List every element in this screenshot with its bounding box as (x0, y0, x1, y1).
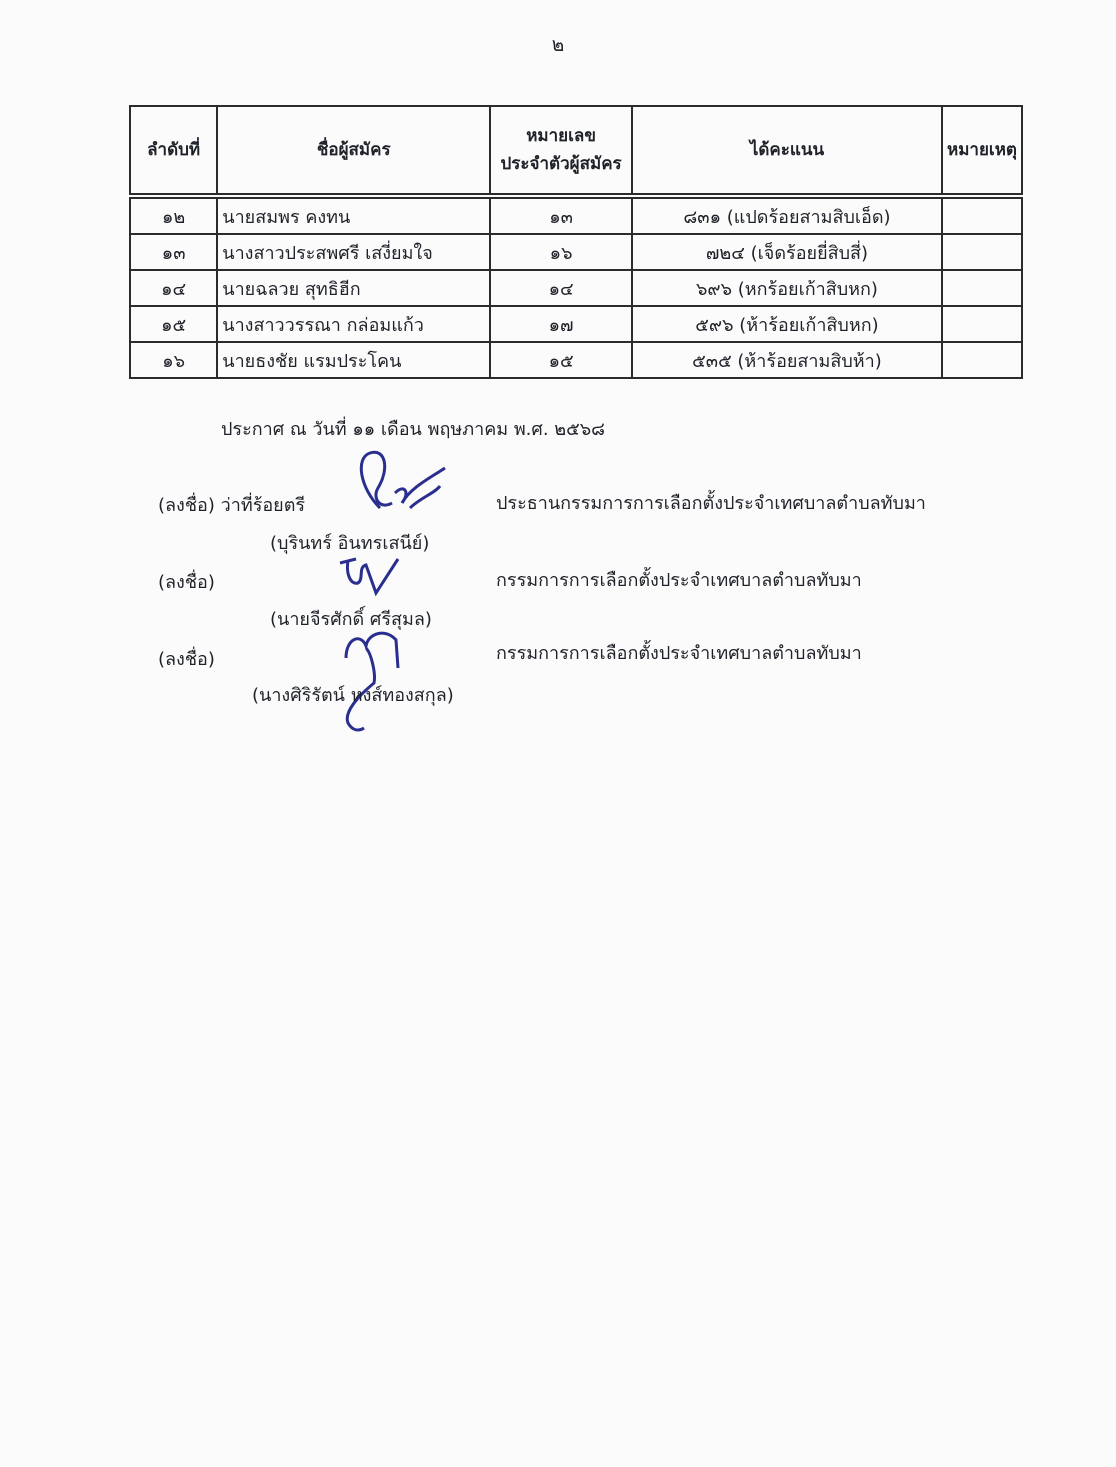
cell-id: ๑๖ (490, 234, 632, 270)
signature-mark-2 (336, 553, 406, 601)
cell-id: ๑๔ (490, 270, 632, 306)
signature-name-3: (นางศิริรัตน์ หงส์ทองสกุล) (252, 685, 454, 706)
table-row (130, 306, 1022, 342)
cell-id: ๑๕ (490, 342, 632, 378)
cell-score: ๕๙๖ (ห้าร้อยเก้าสิบหก) (632, 306, 942, 342)
signature-name-2: (นายจีรศักดิ์ ศรีสุมล) (270, 609, 432, 630)
cell-note (942, 234, 1022, 270)
cell-note (942, 342, 1022, 378)
header-id-line2: ประจำตัวผู้สมัคร (500, 154, 622, 174)
cell-id: ๑๓ (490, 196, 632, 234)
cell-name: นายสมพร คงทน (217, 196, 490, 234)
header-index: ลำดับที่ (130, 106, 217, 196)
table-row (130, 342, 1022, 378)
signature-role-2: กรรมการการเลือกตั้งประจำเทศบาลตำบลทับมา (496, 570, 862, 591)
signature-mark-1 (350, 448, 450, 518)
signature-label-2: (ลงชื่อ) (158, 572, 215, 593)
table-row (130, 270, 1022, 306)
cell-score: ๘๓๑ (แปดร้อยสามสิบเอ็ด) (632, 196, 942, 234)
signature-label-3: (ลงชื่อ) (158, 649, 215, 670)
cell-note (942, 306, 1022, 342)
cell-index: ๑๒ (130, 196, 217, 234)
cell-index: ๑๔ (130, 270, 217, 306)
header-note: หมายเหตุ (942, 106, 1022, 196)
cell-index: ๑๓ (130, 234, 217, 270)
header-name: ชื่อผู้สมัคร (217, 106, 490, 196)
cell-name: นางสาววรรณา กล่อมแก้ว (217, 306, 490, 342)
header-id (490, 106, 632, 196)
cell-name: นายธงชัย แรมประโคน (217, 342, 490, 378)
signature-role-1: ประธานกรรมการการเลือกตั้งประจำเทศบาลตำบลทับมา (496, 493, 926, 514)
page-number: ๒ (551, 34, 565, 56)
signature-label-1: (ลงชื่อ) ว่าที่ร้อยตรี (158, 495, 306, 516)
table-header-row (130, 106, 1022, 196)
cell-score: ๕๓๕ (ห้าร้อยสามสิบห้า) (632, 342, 942, 378)
header-score: ได้คะแนน (632, 106, 942, 196)
cell-note (942, 270, 1022, 306)
signature-role-3: กรรมการการเลือกตั้งประจำเทศบาลตำบลทับมา (496, 643, 862, 664)
cell-id: ๑๗ (490, 306, 632, 342)
cell-index: ๑๕ (130, 306, 217, 342)
cell-index: ๑๖ (130, 342, 217, 378)
cell-name: นายฉลวย สุทธิฮีก (217, 270, 490, 306)
table-row (130, 196, 1022, 234)
announcement-date: ประกาศ ณ วันที่ ๑๑ เดือน พฤษภาคม พ.ศ. ๒๕๖๘ (221, 419, 606, 440)
cell-note (942, 196, 1022, 234)
results-table (129, 105, 1023, 379)
cell-score: ๖๙๖ (หกร้อยเก้าสิบหก) (632, 270, 942, 306)
cell-score: ๗๒๔ (เจ็ดร้อยยี่สิบสี่) (632, 234, 942, 270)
table-row (130, 234, 1022, 270)
signature-name-1: (บุรินทร์ อินทรเสนีย์) (270, 533, 430, 554)
header-id-line1: หมายเลข (526, 126, 596, 146)
cell-name: นางสาวประสพศรี เสงี่ยมใจ (217, 234, 490, 270)
